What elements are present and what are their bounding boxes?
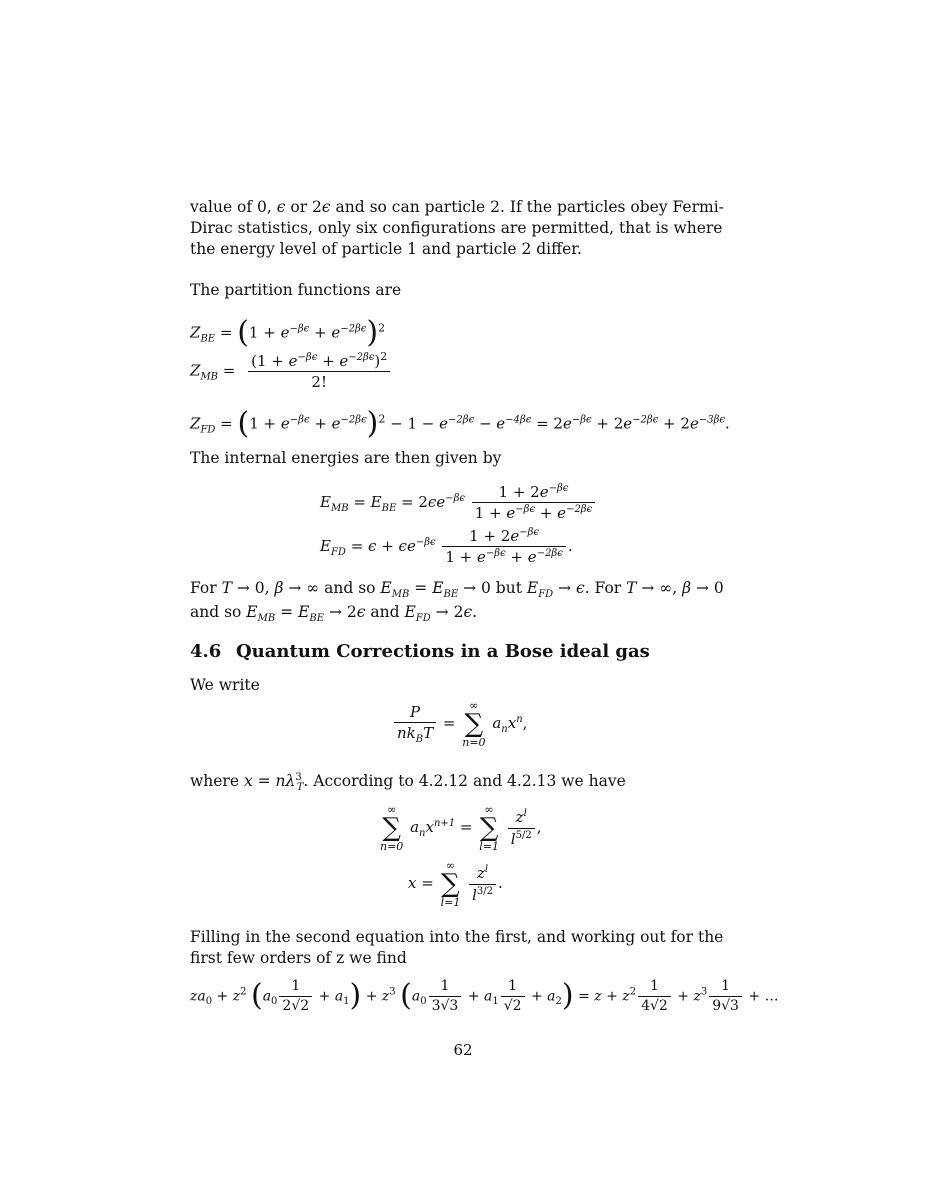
equation-pressure: $\frac{P}{nk_BT}$ = ∞ ∑ n=0 $a_nx^n$,	[392, 700, 527, 748]
page-number: 62	[453, 1041, 473, 1059]
section-heading	[190, 640, 650, 664]
limits-paragraph: For T → 0, β → ∞ and so $E_{MB} = E_{BE} \to 0$ but $E_{FD} \to \epsilon$. For T → ∞, β → 0 and so $E_{MB} = E_{BE} \to 2\epsilon$ and $E_{FD} \to 2\epsilon$.	[190, 579, 724, 624]
energies-intro: The internal energies are then given by	[190, 449, 502, 467]
partition-intro: The partition functions are	[190, 281, 402, 299]
equation-z-mb: $Z_{MB}$ = $\frac{(1 + e^{-\beta\epsilon} + e^{-2\beta\epsilon})^2}{2!}$	[190, 350, 392, 393]
section-title: Quantum Corrections in a Bose ideal gas	[236, 641, 650, 662]
equation-z-fd: $Z_{FD} = (1 + e^{-\beta\epsilon} + e^{-2\beta\epsilon})^2 - 1 - e^{-2\beta\epsilon} - e^{-4\beta\epsilon} = 2e^{-\beta\epsilon} + 2e^{-2\beta\epsilon} + 2e^{-3\beta\epsilon}$.	[190, 406, 730, 441]
intro-paragraph: value of 0, ϵ or 2ϵ and so can particle 2. If the particles obey Fermi-Dirac statistics, only six configurations are permitted, that is where the energy level of particle 1 and particle 2 differ.	[190, 198, 724, 258]
equation-series1: ∞ ∑ n=0 $a_nx^{n+1}$ = ∞ ∑ l=1 $\frac{z^l}{l^{5/2}}$ ,	[380, 803, 542, 853]
equation-series2: x = ∞ ∑ l=1 $\frac{z^l}{l^{3/2}}$ .	[408, 859, 503, 909]
where-paragraph: where $x = n\lambda^3_T$. According to 4.2.12 and 4.2.13 we have	[190, 772, 626, 794]
equation-z-be: $Z_{BE} = (1 + e^{-\beta\epsilon} + e^{-2\beta\epsilon})^2$	[190, 315, 386, 350]
equation-e-fd: $E_{FD} = \epsilon + \epsilon e^{-\beta\epsilon}$ $\frac{1 + 2e^{-\beta\epsilon}}{1 + e^{-\beta\epsilon} + e^{-2\beta\epsilon}}$ .	[320, 527, 573, 567]
filling-paragraph: Filling in the second equation into the first, and working out for the first few orders of z we find	[190, 928, 724, 967]
equation-e-mb: $E_{MB} = E_{BE} = 2\epsilon e^{-\beta\epsilon}$ $\frac{1 + 2e^{-\beta\epsilon}}{1 + e^{-\beta\epsilon} + e^{-2\beta\epsilon}}$	[320, 482, 597, 524]
equation-final: $za_0 + z^2$ ($a_0$ $\frac{1}{2√2}$ + $a_1) + z^3$ ($a_0$ $\frac{1}{3√3}$ + $a_1$ $\frac{1}{√2}$ + $a_2) = z + z^2$ $\frac{1}{4√2}$ + $z^3$ $\frac{1}{9√3}$ + …	[190, 977, 779, 1014]
we-write: We write	[190, 676, 260, 694]
section-number: 4.6	[190, 641, 222, 662]
